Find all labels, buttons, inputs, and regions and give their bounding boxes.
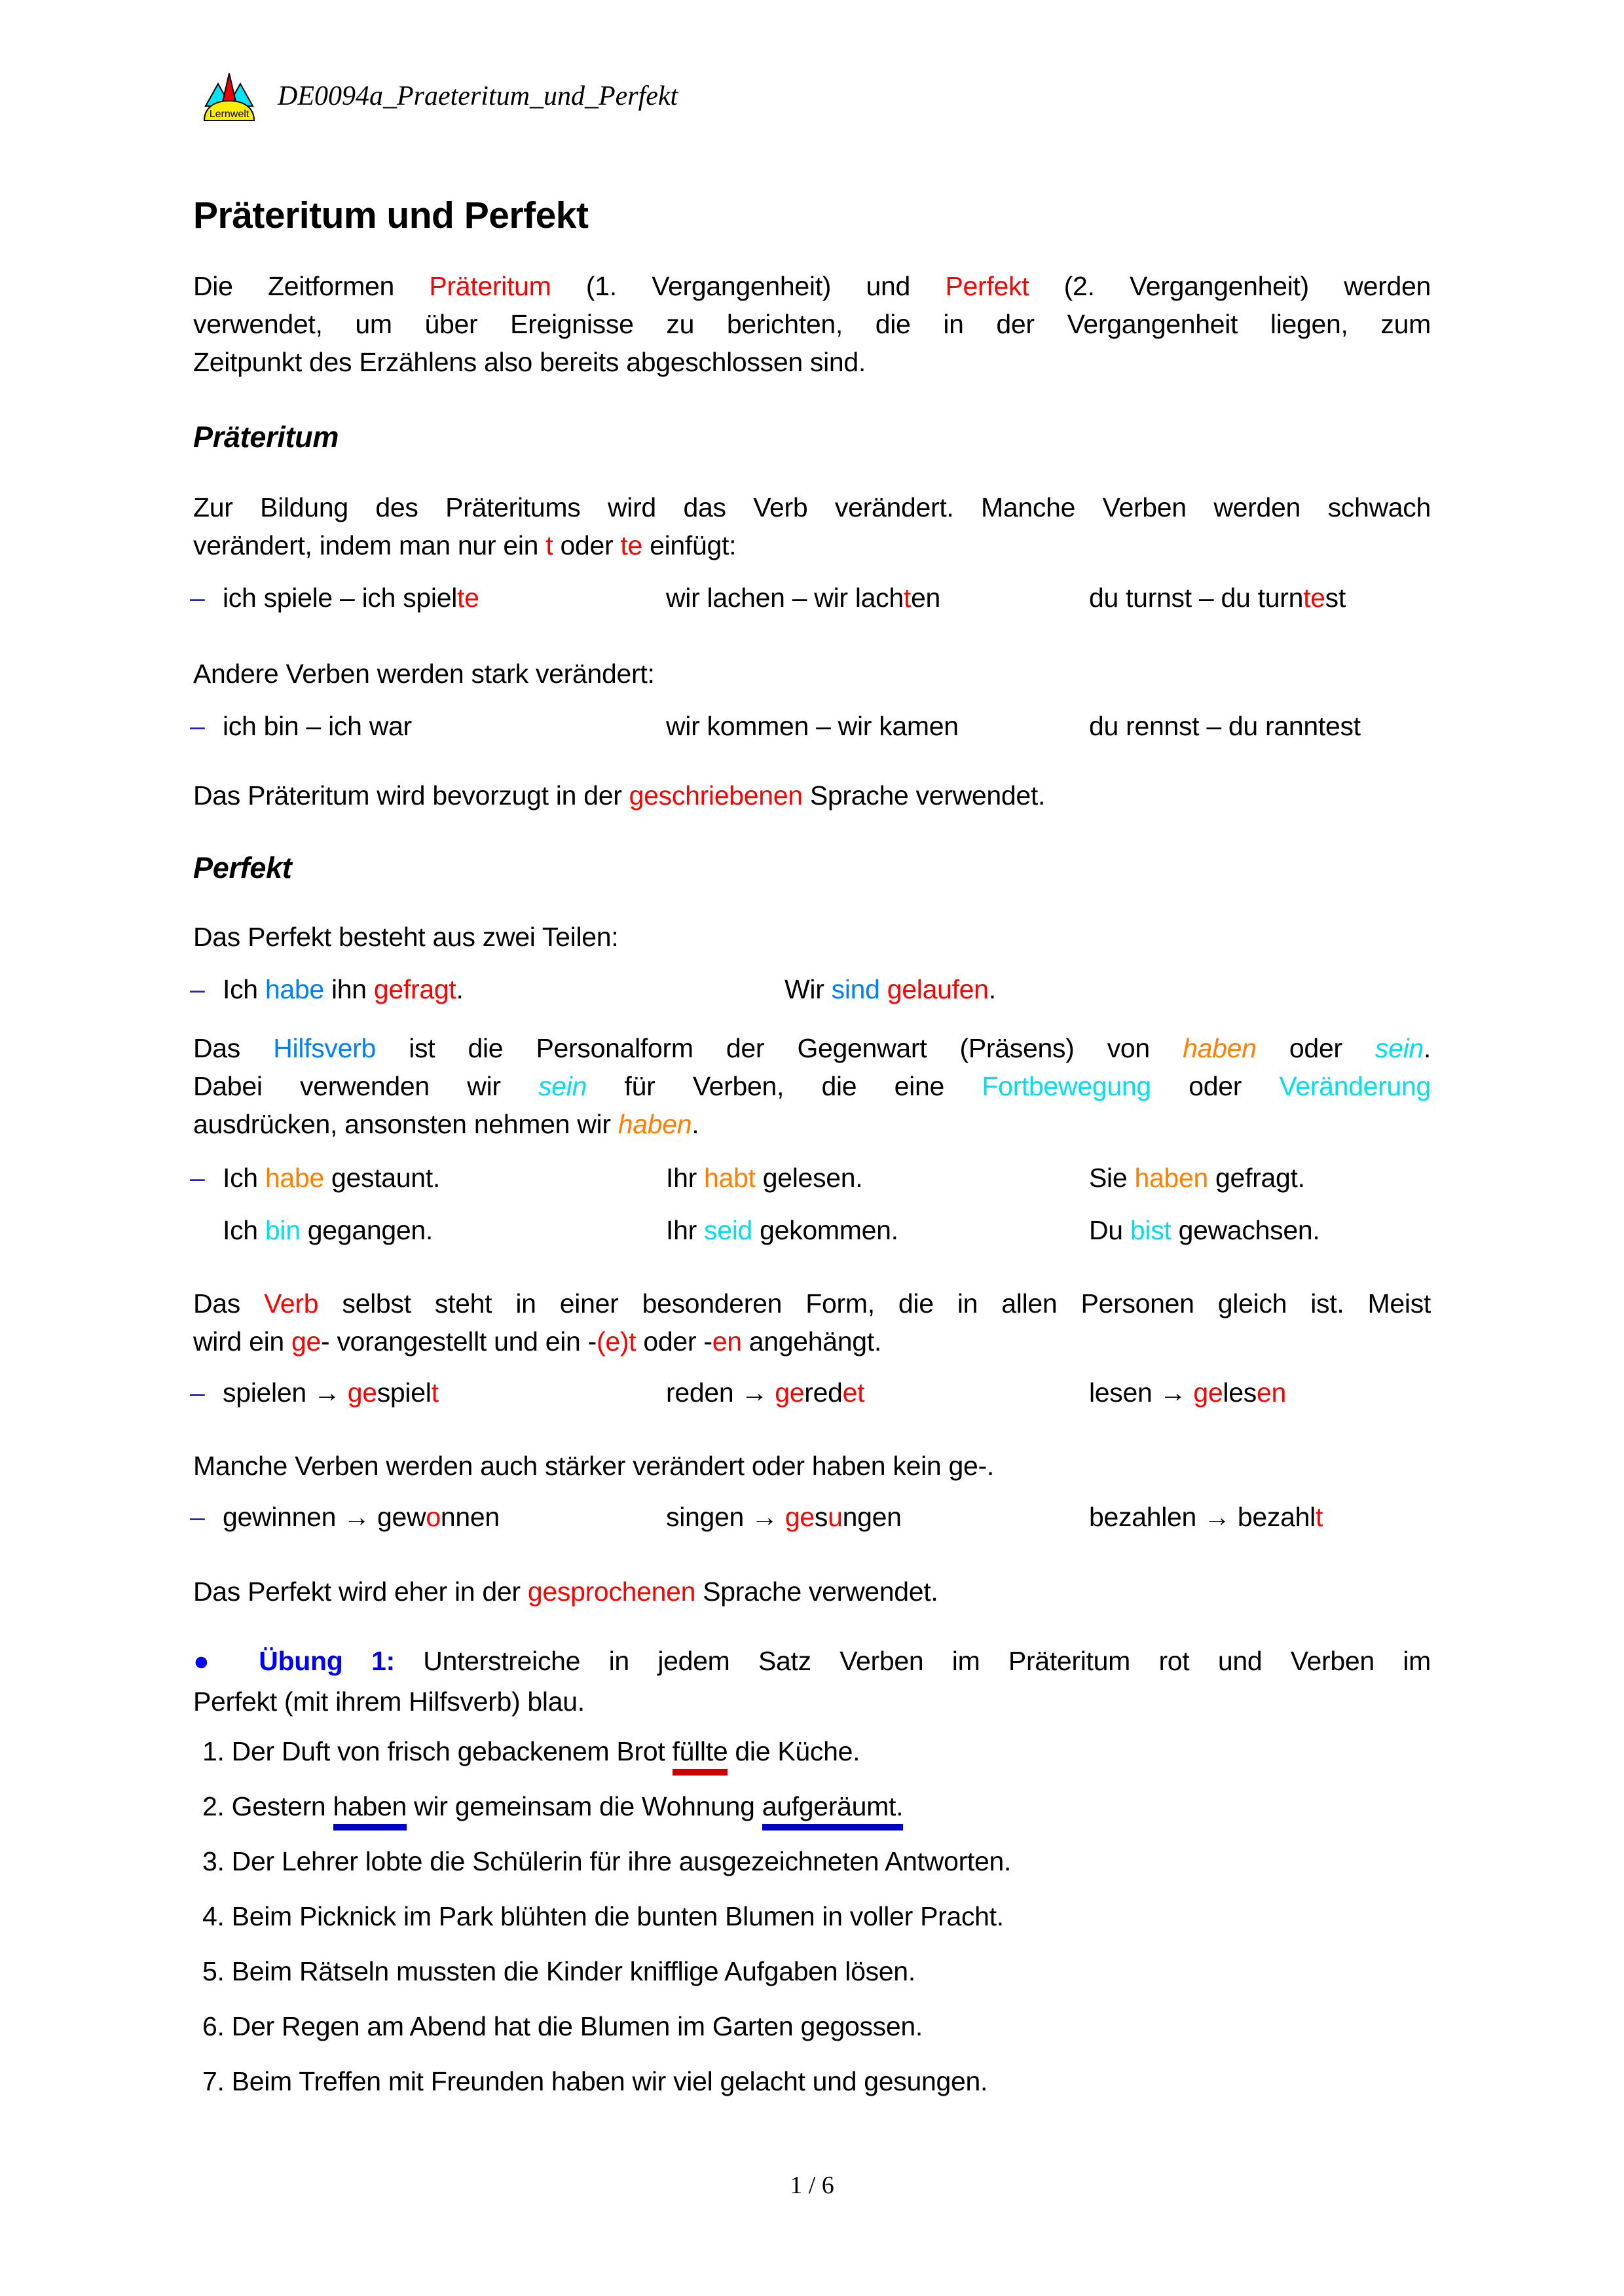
example-cell: du rennst – du ranntest bbox=[1089, 711, 1361, 741]
example-row-strong-verbs bbox=[190, 711, 1431, 749]
example-cell: Ich bin gegangen. bbox=[223, 1215, 433, 1245]
example-cell: wir kommen – wir kamen bbox=[666, 711, 959, 741]
example-cell: du turnst – du turntest bbox=[1089, 583, 1346, 613]
page-number: 1 / 6 bbox=[790, 2172, 834, 2199]
example-cell: ich spiele – ich spielte bbox=[223, 583, 479, 613]
paragraph-line: Zur Bildung des Präteritums wird das Verb verändert. Manche Verben werden schwach bbox=[193, 492, 1431, 522]
section-heading-praeteritum: Präteritum bbox=[193, 420, 339, 454]
document-id-text: DE0094a_Praeteritum_und_Perfekt bbox=[278, 81, 678, 111]
example-cell: spielen → gespielt bbox=[223, 1377, 439, 1408]
intro-line: Zeitpunkt des Erzählens also bereits abgeschlossen sind. bbox=[193, 347, 866, 377]
example-cell: reden → geredet bbox=[666, 1377, 865, 1408]
intro-paragraph bbox=[193, 267, 1431, 381]
paragraph-line: ausdrücken, ansonsten nehmen wir haben. bbox=[193, 1109, 699, 1139]
exercise-item-7: 7. Beim Treffen mit Freunden haben wir viel gelacht und gesungen. bbox=[202, 2066, 988, 2096]
paragraph-line: Das Verb selbst steht in einer besonderen Form, die in allen Personen gleich ist. Meist bbox=[193, 1288, 1431, 1319]
example-cell: ich bin – ich war bbox=[223, 711, 412, 741]
exercise-instructions bbox=[193, 1641, 1431, 1722]
paragraph-line: Dabei verwenden wir sein für Verben, die eine Fortbewegung oder Veränderung bbox=[193, 1071, 1431, 1101]
paragraph-stark-intro: Andere Verben werden stark verändert: bbox=[193, 659, 655, 689]
example-cell: Du bist gewachsen. bbox=[1089, 1215, 1320, 1245]
example-row-sein bbox=[193, 1215, 1431, 1253]
example-row-haben bbox=[190, 1163, 1431, 1201]
exercise-item-5: 5. Beim Rätseln mussten die Kinder knifflige Aufgaben lösen. bbox=[202, 1956, 915, 1986]
example-cell: Ich habe ihn gefragt. bbox=[223, 974, 464, 1004]
exercise-item-1: 1. Der Duft von frisch gebackenem Brot füllte die Küche. bbox=[193, 1736, 1440, 1776]
example-cell: lesen → gelesen bbox=[1089, 1377, 1286, 1408]
example-row-irregular-participles bbox=[190, 1502, 1431, 1540]
paragraph-line: verändert, indem man nur ein t oder te einfügt: bbox=[193, 530, 737, 560]
document-header bbox=[200, 71, 678, 122]
exercise-instruction-line: ● Übung 1: Unterstreiche in jedem Satz Verben im Präteritum rot und Verben im bbox=[193, 1646, 1431, 1676]
intro-line: Die Zeitformen Präteritum (1. Vergangenheit) und Perfekt (2. Vergangenheit) werden bbox=[193, 271, 1431, 301]
paragraph-geschriebene-sprache: Das Präteritum wird bevorzugt in der geschriebenen Sprache verwendet. bbox=[193, 780, 1046, 811]
intro-line: verwendet, um über Ereignisse zu berichten, die in der Vergangenheit liegen, zum bbox=[193, 309, 1431, 339]
example-row-ge-participles bbox=[190, 1377, 1431, 1415]
paragraph-line: wird ein ge- vorangestellt und ein -(e)t oder -en angehängt. bbox=[193, 1326, 881, 1357]
paragraph-staerker: Manche Verben werden auch stärker verändert oder haben kein ge-. bbox=[193, 1451, 994, 1481]
lernwelt-logo-icon bbox=[200, 71, 258, 122]
example-cell: Wir sind gelaufen. bbox=[784, 974, 996, 1004]
example-cell: bezahlen → bezahlt bbox=[1089, 1502, 1323, 1532]
paragraph-bildung bbox=[193, 488, 1431, 564]
example-cell: Ihr seid gekommen. bbox=[666, 1215, 898, 1245]
paragraph-verbform bbox=[193, 1285, 1431, 1360]
exercise-item-3: 3. Der Lehrer lobte die Schülerin für ihre ausgezeichneten Antworten. bbox=[202, 1846, 1012, 1876]
page-footer bbox=[0, 2171, 1624, 2200]
section-heading-perfekt: Perfekt bbox=[193, 851, 292, 884]
paragraph-gesprochene-sprache: Das Perfekt wird eher in der gesprochenen Sprache verwendet. bbox=[193, 1576, 938, 1607]
example-cell: Ich habe gestaunt. bbox=[223, 1163, 440, 1193]
example-cell: gewinnen → gewonnen bbox=[223, 1502, 500, 1532]
example-cell: singen → gesungen bbox=[666, 1502, 902, 1532]
bullet-dash: – bbox=[190, 1163, 205, 1193]
example-cell: Ihr habt gelesen. bbox=[666, 1163, 863, 1193]
example-row-perfekt-parts bbox=[190, 974, 1431, 1012]
paragraph-hilfsverb bbox=[193, 1029, 1431, 1143]
bullet-dash: – bbox=[190, 711, 205, 741]
example-cell: wir lachen – wir lachten bbox=[666, 583, 940, 613]
paragraph-line: Das Hilfsverb ist die Personalform der Gegenwart (Präsens) von haben oder sein. bbox=[193, 1033, 1431, 1063]
bullet-dash: – bbox=[190, 974, 205, 1004]
bullet-dash: – bbox=[190, 583, 205, 613]
exercise-item-2: 2. Gestern haben wir gemeinsam die Wohnung aufgeräumt. bbox=[193, 1791, 1440, 1831]
exercise-instruction-line: Perfekt (mit ihrem Hilfsverb) blau. bbox=[193, 1686, 585, 1717]
paragraph-zwei-teile: Das Perfekt besteht aus zwei Teilen: bbox=[193, 922, 619, 952]
exercise-item-4: 4. Beim Picknick im Park blühten die bunten Blumen in voller Pracht. bbox=[202, 1901, 1004, 1931]
exercise-item-6: 6. Der Regen am Abend hat die Blumen im Garten gegossen. bbox=[202, 2011, 923, 2041]
bullet-dash: – bbox=[190, 1377, 205, 1408]
example-row-weak-verbs bbox=[190, 583, 1431, 621]
logo-text: Lernwelt bbox=[209, 109, 249, 120]
example-cell: Sie haben gefragt. bbox=[1089, 1163, 1305, 1193]
page-title: Präteritum und Perfekt bbox=[193, 194, 589, 236]
bullet-dash: – bbox=[190, 1502, 205, 1532]
